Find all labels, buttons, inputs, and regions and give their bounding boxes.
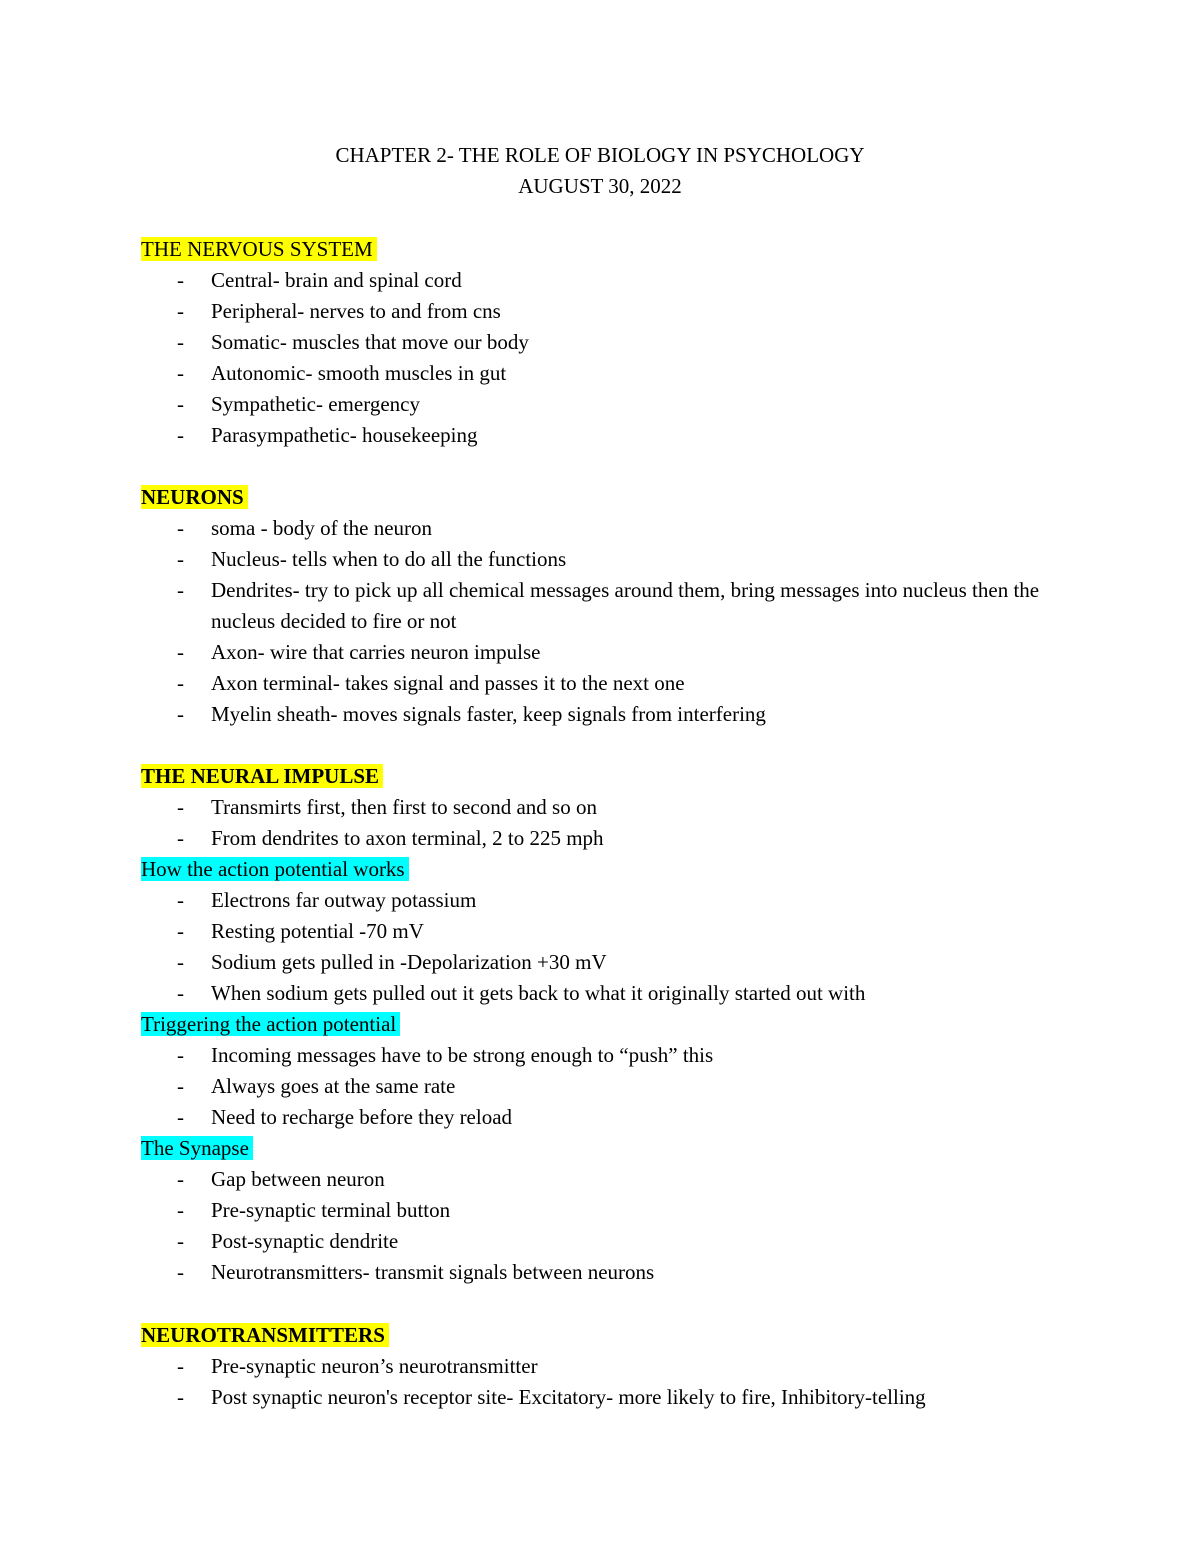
- list-item: [141, 1382, 1101, 1413]
- bullet-dash: -: [177, 888, 184, 912]
- section-neural-impulse: [141, 761, 1101, 1288]
- list-synapse: [141, 1164, 1101, 1288]
- list-item-text: Post synaptic neuron's receptor site- Excitatory- more likely to fire, Inhibitory-telling: [211, 1385, 926, 1409]
- bullet-dash: -: [177, 919, 184, 943]
- bullet-dash: -: [177, 981, 184, 1005]
- list-item-text: Sympathetic- emergency: [211, 392, 420, 416]
- list-item: [141, 1040, 1101, 1071]
- list-item: [141, 420, 1101, 451]
- subsection-heading: [141, 854, 1101, 885]
- list-item: [141, 544, 1101, 575]
- bullet-dash: -: [177, 1167, 184, 1191]
- list-item: [141, 947, 1101, 978]
- bullet-dash: -: [177, 702, 184, 726]
- heading-synapse: The Synapse: [141, 1136, 253, 1160]
- list-triggering: [141, 1040, 1101, 1133]
- list-item: [141, 296, 1101, 327]
- section-nervous-system: [141, 234, 1101, 451]
- list-item: [141, 1071, 1101, 1102]
- subsection-heading: [141, 1133, 1101, 1164]
- list-item: [141, 358, 1101, 389]
- list-item: [141, 575, 1101, 637]
- list-item-text: Axon- wire that carries neuron impulse: [211, 640, 541, 664]
- list-item-text: Always goes at the same rate: [211, 1074, 456, 1098]
- list-item: [141, 668, 1101, 699]
- list-item: [141, 1195, 1101, 1226]
- bullet-dash: -: [177, 1354, 184, 1378]
- bullet-dash: -: [177, 826, 184, 850]
- list-item-text: Autonomic- smooth muscles in gut: [211, 361, 507, 385]
- list-item: [141, 916, 1101, 947]
- bullet-dash: -: [177, 640, 184, 664]
- list-item: [141, 513, 1101, 544]
- bullet-dash: -: [177, 578, 184, 602]
- bullet-dash: -: [177, 1105, 184, 1129]
- bullet-dash: -: [177, 299, 184, 323]
- bullet-dash: -: [177, 1385, 184, 1409]
- list-item-text: Electrons far outway potassium: [211, 888, 477, 912]
- subsection-heading: [141, 1009, 1101, 1040]
- list-item-text: Transmirts first, then first to second and so on: [211, 795, 597, 819]
- list-item: [141, 699, 1101, 730]
- list-item-text: Resting potential -70 mV: [211, 919, 424, 943]
- bullet-dash: -: [177, 392, 184, 416]
- list-item-text: Peripheral- nerves to and from cns: [211, 299, 501, 323]
- bullet-dash: -: [177, 795, 184, 819]
- heading-nervous-system: THE NERVOUS SYSTEM: [141, 237, 377, 261]
- bullet-dash: -: [177, 950, 184, 974]
- heading-neural-impulse: THE NEURAL IMPULSE: [141, 764, 383, 788]
- section-heading: [141, 482, 1101, 513]
- heading-neurons: NEURONS: [141, 485, 248, 509]
- list-item: [141, 823, 1101, 854]
- bullet-dash: -: [177, 330, 184, 354]
- section-neurons: [141, 482, 1101, 730]
- list-item: [141, 389, 1101, 420]
- bullet-dash: -: [177, 516, 184, 540]
- list-item: [141, 327, 1101, 358]
- list-item: [141, 885, 1101, 916]
- bullet-dash: -: [177, 671, 184, 695]
- heading-action-potential: How the action potential works: [141, 857, 409, 881]
- title-block: [0, 140, 1200, 202]
- list-item-text: Pre-synaptic neuron’s neurotransmitter: [211, 1354, 538, 1378]
- section-heading: [141, 1320, 1101, 1351]
- list-neurotransmitters: [141, 1351, 1101, 1413]
- list-item-text: Gap between neuron: [211, 1167, 385, 1191]
- list-neurons: [141, 513, 1101, 730]
- list-item-text: Need to recharge before they reload: [211, 1105, 513, 1129]
- list-item-text: Axon terminal- takes signal and passes it to the next one: [211, 671, 685, 695]
- bullet-dash: -: [177, 1074, 184, 1098]
- list-item-text: Central- brain and spinal cord: [211, 268, 462, 292]
- list-item: [141, 1226, 1101, 1257]
- list-item: [141, 792, 1101, 823]
- bullet-dash: -: [177, 1043, 184, 1067]
- section-heading: [141, 761, 1101, 792]
- list-item-text: Incoming messages have to be strong enough to “push” this: [211, 1043, 714, 1067]
- document-date: AUGUST 30, 2022: [518, 174, 682, 198]
- heading-triggering: Triggering the action potential: [141, 1012, 400, 1036]
- list-item-text: Nucleus- tells when to do all the functions: [211, 547, 567, 571]
- list-item-text: Parasympathetic- housekeeping: [211, 423, 478, 447]
- list-item: [141, 637, 1101, 668]
- list-item: [141, 978, 1101, 1009]
- list-item-text: Post-synaptic dendrite: [211, 1229, 399, 1253]
- document-title: CHAPTER 2- THE ROLE OF BIOLOGY IN PSYCHOLOGY: [335, 143, 865, 167]
- heading-neurotransmitters: NEUROTRANSMITTERS: [141, 1323, 389, 1347]
- list-item-text: Myelin sheath- moves signals faster, keep signals from interfering: [211, 702, 766, 726]
- list-item: [141, 1164, 1101, 1195]
- bullet-dash: -: [177, 547, 184, 571]
- bullet-dash: -: [177, 268, 184, 292]
- list-item-text: Somatic- muscles that move our body: [211, 330, 529, 354]
- bullet-dash: -: [177, 1198, 184, 1222]
- list-item: [141, 1102, 1101, 1133]
- bullet-dash: -: [177, 1260, 184, 1284]
- list-item-text: soma - body of the neuron: [211, 516, 433, 540]
- list-item-text: Dendrites- try to pick up all chemical messages around them, bring messages into nucleus then the nucleus decided to fire or not: [211, 578, 1040, 633]
- list-item-text: When sodium gets pulled out it gets back to what it originally started out with: [211, 981, 866, 1005]
- bullet-dash: -: [177, 1229, 184, 1253]
- section-heading: [141, 234, 1101, 265]
- list-item: [141, 1257, 1101, 1288]
- list-item-text: From dendrites to axon terminal, 2 to 225 mph: [211, 826, 604, 850]
- list-item: [141, 1351, 1101, 1382]
- list-neural-impulse: [141, 792, 1101, 854]
- list-item-text: Neurotransmitters- transmit signals between neurons: [211, 1260, 655, 1284]
- bullet-dash: -: [177, 423, 184, 447]
- list-item: [141, 265, 1101, 296]
- list-item-text: Sodium gets pulled in -Depolarization +30 mV: [211, 950, 607, 974]
- bullet-dash: -: [177, 361, 184, 385]
- list-item-text: Pre-synaptic terminal button: [211, 1198, 451, 1222]
- section-neurotransmitters: [141, 1320, 1101, 1413]
- list-nervous-system: [141, 265, 1101, 451]
- list-action-potential: [141, 885, 1101, 1009]
